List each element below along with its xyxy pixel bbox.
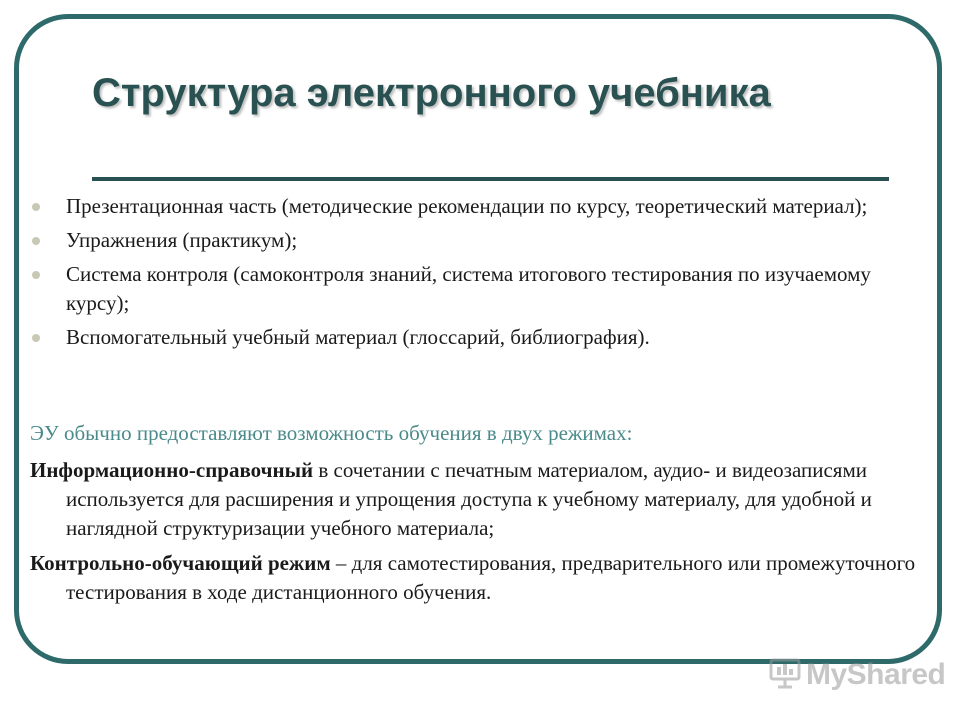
modes-list (30, 456, 930, 613)
slide-title: Структура электронного учебника (92, 71, 771, 115)
watermark-text: MyShared (806, 658, 946, 691)
mode-term: Контрольно-обучающий режим (30, 551, 331, 575)
list-item-text: Презентационная часть (методические рекомендации по курсу, теоретический материал); (66, 194, 868, 218)
title-underline (92, 177, 889, 181)
bullet-icon (32, 237, 40, 245)
list-item-text: Вспомогательный учебный материал (глоссарий, библиография). (66, 325, 650, 349)
list-item (30, 192, 930, 221)
mode-term: Информационно-справочный (30, 458, 314, 482)
bullet-icon (32, 334, 40, 342)
list-item-text: Упражнения (практикум); (66, 228, 298, 252)
watermark (768, 655, 945, 695)
list-item (30, 323, 930, 352)
modes-intro: ЭУ обычно предоставляют возможность обучения в двух режимах: (30, 421, 633, 445)
list-item (30, 260, 930, 318)
mode-description: – для самотестирования, предварительного или промежуточного тестирования в ходе дистанционного обучения. (66, 551, 916, 604)
mode-paragraph (30, 549, 930, 607)
presentation-icon (768, 656, 802, 695)
bullet-icon (32, 203, 40, 211)
mode-paragraph (30, 456, 930, 543)
list-item (30, 226, 930, 255)
mode-description: в сочетании с печатным материалом, аудио- и видеозаписями используется для расширения и упрощения доступа к учебному материалу, для удобной и наглядной структуризации учебного материала; (66, 458, 872, 540)
structure-list (30, 192, 930, 357)
list-item-text: Система контроля (самоконтроля знаний, система итогового тестирования по изучаемому курсу); (66, 262, 871, 315)
bullet-icon (32, 271, 40, 279)
